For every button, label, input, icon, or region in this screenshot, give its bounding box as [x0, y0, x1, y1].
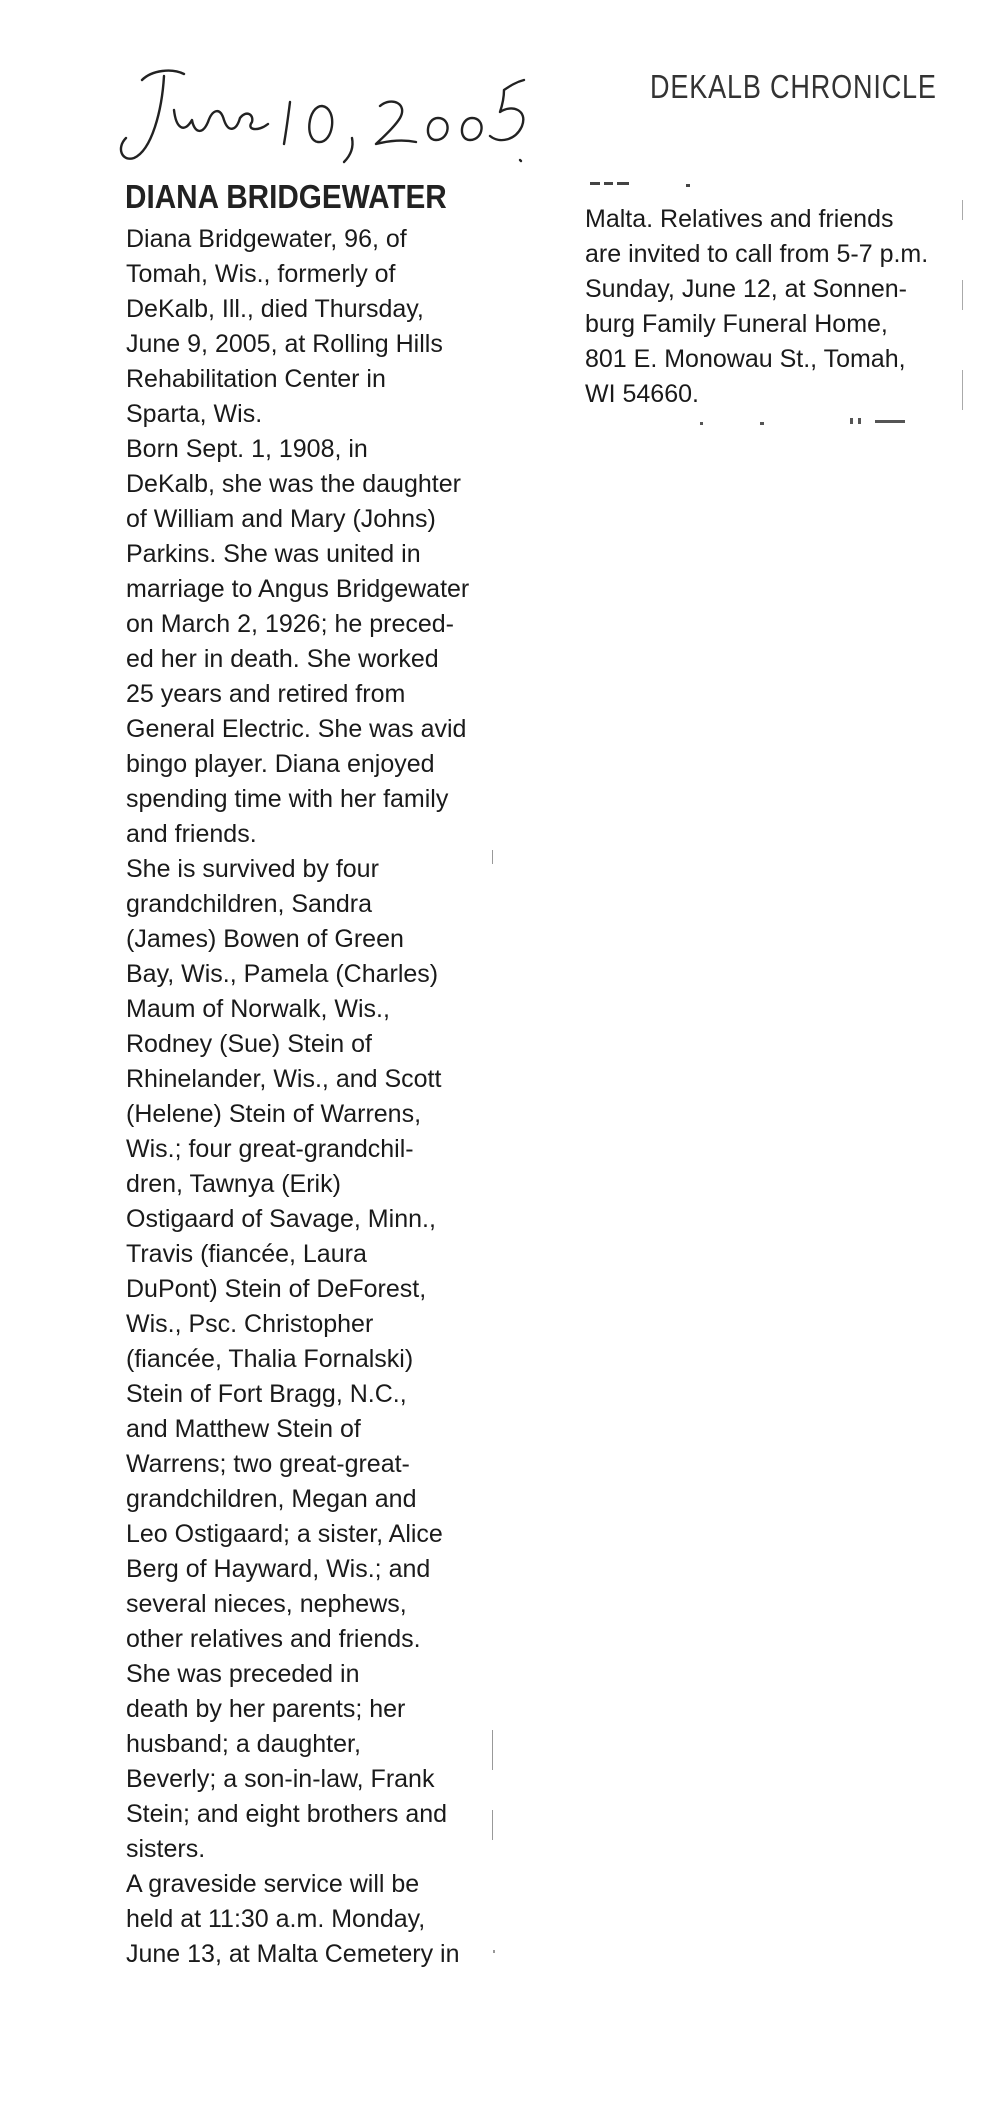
- text-line: of William and Mary (Johns): [126, 505, 436, 533]
- text-line: Rhinelander, Wis., and Scott: [126, 1065, 442, 1093]
- text-line: She was preceded in: [126, 1660, 360, 1688]
- text-line: ed her in death. She worked: [126, 645, 439, 673]
- handwritten-date: [112, 40, 572, 180]
- text-line: held at 11:30 a.m. Monday,: [126, 1905, 426, 1933]
- right-edge-speckles: [960, 200, 966, 430]
- text-line: on March 2, 1926; he preced-: [126, 610, 454, 638]
- text-line: spending time with her family: [126, 785, 449, 813]
- obituary-headline: DIANA BRIDGEWATER: [125, 178, 447, 215]
- text-line: Leo Ostigaard; a sister, Alice: [126, 1520, 443, 1548]
- obituary-right-column: [585, 202, 985, 412]
- text-line: Malta. Relatives and friends: [585, 205, 894, 233]
- paragraph-biography: [96, 432, 496, 852]
- text-line: DeKalb, she was the daughter: [126, 470, 461, 498]
- paragraph-death-notice: [96, 222, 496, 432]
- text-line: and Matthew Stein of: [126, 1415, 361, 1443]
- text-line: Travis (fiancée, Laura: [126, 1240, 367, 1268]
- text-line: grandchildren, Megan and: [126, 1485, 417, 1513]
- text-line: DeKalb, Ill., died Thursday,: [126, 295, 424, 323]
- text-line: Bay, Wis., Pamela (Charles): [126, 960, 439, 988]
- text-line: Tomah, Wis., formerly of: [126, 260, 396, 288]
- text-line: June 9, 2005, at Rolling Hills: [126, 330, 443, 358]
- text-line: Sparta, Wis.: [126, 400, 263, 428]
- paragraph-preceded-in-death: [96, 1657, 496, 1867]
- paragraph-survivors: [96, 852, 496, 1657]
- text-line: Ostigaard of Savage, Minn.,: [126, 1205, 436, 1233]
- text-line: Diana Bridgewater, 96, of: [126, 225, 407, 253]
- text-line: DuPont) Stein of DeForest,: [126, 1275, 427, 1303]
- text-line: are invited to call from 5-7 p.m.: [585, 240, 929, 268]
- paragraph-service: [96, 1867, 496, 1972]
- text-line: and friends.: [126, 820, 257, 848]
- text-line: Rehabilitation Center in: [126, 365, 386, 393]
- newspaper-masthead: DEKALB CHRONICLE: [650, 68, 937, 105]
- text-line: General Electric. She was avid: [126, 715, 467, 743]
- text-line: June 13, at Malta Cemetery in: [126, 1940, 460, 1968]
- text-line: Warrens; two great-great-: [126, 1450, 410, 1478]
- text-line: sisters.: [126, 1835, 206, 1863]
- text-line: Rodney (Sue) Stein of: [126, 1030, 372, 1058]
- text-line: (fiancée, Thalia Fornalski): [126, 1345, 414, 1373]
- text-line: other relatives and friends.: [126, 1625, 421, 1653]
- column-rule-speckles: [490, 850, 496, 1970]
- text-line: Berg of Hayward, Wis.; and: [126, 1555, 431, 1583]
- clipped-text-fragment: [700, 412, 960, 428]
- text-line: She is survived by four: [126, 855, 379, 883]
- text-line: WI 54660.: [585, 380, 699, 408]
- text-line: Stein of Fort Bragg, N.C.,: [126, 1380, 407, 1408]
- text-line: Maum of Norwalk, Wis.,: [126, 995, 390, 1023]
- paragraph-visitation: [585, 202, 985, 412]
- text-line: dren, Tawnya (Erik): [126, 1170, 341, 1198]
- text-line: (James) Bowen of Green: [126, 925, 404, 953]
- obituary-left-column: [96, 222, 496, 1972]
- text-line: death by her parents; her: [126, 1695, 406, 1723]
- text-line: grandchildren, Sandra: [126, 890, 372, 918]
- text-line: Parkins. She was united in: [126, 540, 421, 568]
- text-line: (Helene) Stein of Warrens,: [126, 1100, 422, 1128]
- text-line: husband; a daughter,: [126, 1730, 361, 1758]
- handwritten-date-scrawl: [112, 40, 572, 180]
- text-line: 25 years and retired from: [126, 680, 406, 708]
- text-line: Sunday, June 12, at Sonnen-: [585, 275, 907, 303]
- text-line: marriage to Angus Bridgewater: [126, 575, 470, 603]
- text-line: Stein; and eight brothers and: [126, 1800, 448, 1828]
- text-line: Wis.; four great-grandchil-: [126, 1135, 414, 1163]
- text-line: A graveside service will be: [126, 1870, 420, 1898]
- text-line: burg Family Funeral Home,: [585, 310, 888, 338]
- text-line: several nieces, nephews,: [126, 1590, 407, 1618]
- clipped-text-fragment: [590, 176, 710, 188]
- text-line: Wis., Psc. Christopher: [126, 1310, 374, 1338]
- text-line: 801 E. Monowau St., Tomah,: [585, 345, 906, 373]
- text-line: Beverly; a son-in-law, Frank: [126, 1765, 435, 1793]
- text-line: Born Sept. 1, 1908, in: [126, 435, 368, 463]
- text-line: bingo player. Diana enjoyed: [126, 750, 435, 778]
